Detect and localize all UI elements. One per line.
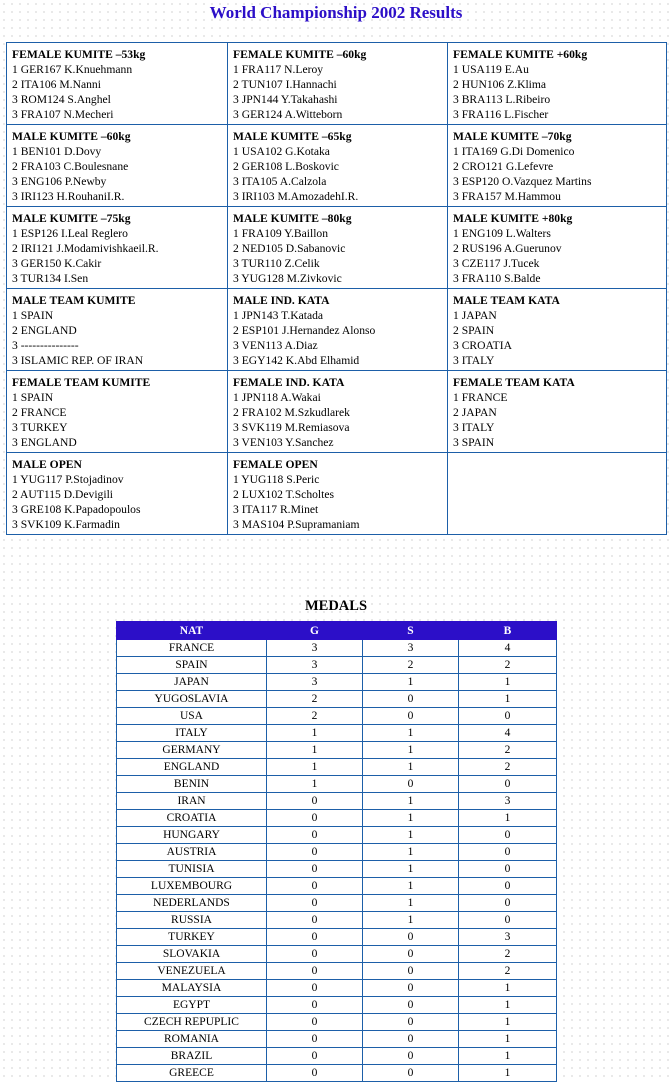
page-title: World Championship 2002 Results bbox=[209, 3, 463, 22]
gold-cell: 0 bbox=[267, 861, 363, 878]
placement-entry: 2 TUN107 I.Hannachi bbox=[233, 78, 337, 91]
placement-entry: 2 ESP101 J.Hernandez Alonso bbox=[233, 324, 376, 337]
category-title: FEMALE TEAM KATA bbox=[453, 376, 575, 389]
bronze-cell: 0 bbox=[459, 912, 557, 929]
silver-cell: 1 bbox=[363, 810, 459, 827]
nation-cell: RUSSIA bbox=[117, 912, 267, 929]
placement-entry: 3 ISLAMIC REP. OF IRAN bbox=[12, 354, 144, 367]
medals-header-row bbox=[117, 622, 557, 640]
placement-entry: 3 ENG106 P.Newby bbox=[12, 175, 107, 188]
nation-cell: ROMANIA bbox=[117, 1031, 267, 1048]
result-cell bbox=[448, 125, 667, 207]
placement-entry: 1 GER167 K.Knuehmann bbox=[12, 63, 133, 76]
category-title: FEMALE KUMITE –53kg bbox=[12, 48, 146, 61]
gold-cell: 0 bbox=[267, 827, 363, 844]
placement-entry: 1 FRANCE bbox=[453, 391, 508, 404]
gold-cell: 0 bbox=[267, 980, 363, 997]
placement-entry: 3 FRA116 L.Fischer bbox=[453, 108, 549, 121]
result-cell bbox=[7, 289, 228, 371]
placement-entry: 2 GER108 L.Boskovic bbox=[233, 160, 339, 173]
header-nat: NAT bbox=[117, 622, 267, 640]
placement-entry: 1 SPAIN bbox=[12, 309, 54, 322]
category-title: MALE IND. KATA bbox=[233, 294, 330, 307]
nation-cell: BRAZIL bbox=[117, 1048, 267, 1065]
placement-entry: 3 IRI123 H.RouhaniI.R. bbox=[12, 190, 125, 203]
placement-entry: 1 FRA117 N.Leroy bbox=[233, 63, 324, 76]
medal-row bbox=[117, 1031, 557, 1048]
gold-cell: 0 bbox=[267, 1014, 363, 1031]
gold-cell: 0 bbox=[267, 997, 363, 1014]
placement-entry: 2 RUS196 A.Guerunov bbox=[453, 242, 562, 255]
medal-row bbox=[117, 997, 557, 1014]
placement-entry: 1 JAPAN bbox=[453, 309, 497, 322]
category-title: MALE TEAM KUMITE bbox=[12, 294, 136, 307]
category-title: MALE OPEN bbox=[12, 458, 82, 471]
bronze-cell: 2 bbox=[459, 946, 557, 963]
medals-title: MEDALS bbox=[304, 598, 368, 614]
medal-row bbox=[117, 929, 557, 946]
category-title: MALE KUMITE –70kg bbox=[453, 130, 572, 143]
placement-entry: 1 JPN118 A.Wakai bbox=[233, 391, 321, 404]
placement-entry: 3 FRA110 S.Balde bbox=[453, 272, 541, 285]
gold-cell: 2 bbox=[267, 708, 363, 725]
gold-cell: 0 bbox=[267, 963, 363, 980]
medal-row bbox=[117, 980, 557, 997]
result-cell bbox=[7, 125, 228, 207]
silver-cell: 1 bbox=[363, 674, 459, 691]
placement-entry: 3 GRE108 K.Papadopoulos bbox=[12, 503, 141, 516]
nation-cell: JAPAN bbox=[117, 674, 267, 691]
placement-entry: 1 USA102 G.Kotaka bbox=[233, 145, 330, 158]
placement-entry: 3 ITA117 R.Minet bbox=[233, 503, 319, 516]
header-bronze: B bbox=[459, 622, 557, 640]
placement-entry: 3 BRA113 L.Ribeiro bbox=[453, 93, 551, 106]
results-row bbox=[7, 289, 667, 371]
nation-cell: SPAIN bbox=[117, 657, 267, 674]
gold-cell: 0 bbox=[267, 810, 363, 827]
placement-entry: 3 VEN103 Y.Sanchez bbox=[233, 436, 334, 449]
nation-cell: CROATIA bbox=[117, 810, 267, 827]
nation-cell: YUGOSLAVIA bbox=[117, 691, 267, 708]
bronze-cell: 1 bbox=[459, 691, 557, 708]
nation-cell: EGYPT bbox=[117, 997, 267, 1014]
nation-cell: TURKEY bbox=[117, 929, 267, 946]
medal-row bbox=[117, 708, 557, 725]
bronze-cell: 1 bbox=[459, 1031, 557, 1048]
header-silver: S bbox=[363, 622, 459, 640]
placement-entry: 1 FRA109 Y.Baillon bbox=[233, 227, 329, 240]
placement-entry: 3 ESP120 O.Vazquez Martins bbox=[453, 175, 592, 188]
gold-cell: 0 bbox=[267, 1048, 363, 1065]
nation-cell: VENEZUELA bbox=[117, 963, 267, 980]
result-cell bbox=[448, 289, 667, 371]
silver-cell: 1 bbox=[363, 759, 459, 776]
placement-entry: 1 YUG118 S.Peric bbox=[233, 473, 320, 486]
result-cell bbox=[228, 125, 448, 207]
bronze-cell: 0 bbox=[459, 861, 557, 878]
gold-cell: 0 bbox=[267, 895, 363, 912]
medal-row bbox=[117, 657, 557, 674]
placement-entry: 3 TURKEY bbox=[12, 421, 68, 434]
bronze-cell: 1 bbox=[459, 1048, 557, 1065]
placement-entry: 1 ITA169 G.Di Domenico bbox=[453, 145, 575, 158]
category-title: FEMALE IND. KATA bbox=[233, 376, 345, 389]
medal-row bbox=[117, 1065, 557, 1082]
result-cell bbox=[228, 289, 448, 371]
placement-entry: 3 MAS104 P.Supramaniam bbox=[233, 518, 360, 531]
placement-entry: 2 IRI121 J.Modamivishkaeil.R. bbox=[12, 242, 159, 255]
gold-cell: 0 bbox=[267, 929, 363, 946]
results-row bbox=[7, 125, 667, 207]
result-cell bbox=[228, 43, 448, 125]
silver-cell: 1 bbox=[363, 844, 459, 861]
placement-entry: 3 CZE117 J.Tucek bbox=[453, 257, 540, 270]
placement-entry: 3 --------------- bbox=[12, 339, 79, 352]
result-cell bbox=[448, 207, 667, 289]
silver-cell: 0 bbox=[363, 963, 459, 980]
bronze-cell: 0 bbox=[459, 708, 557, 725]
medal-row bbox=[117, 861, 557, 878]
silver-cell: 0 bbox=[363, 691, 459, 708]
medal-row bbox=[117, 827, 557, 844]
placement-entry: 2 CRO121 G.Lefevre bbox=[453, 160, 554, 173]
nation-cell: BENIN bbox=[117, 776, 267, 793]
placement-entry: 1 SPAIN bbox=[12, 391, 54, 404]
result-cell bbox=[448, 453, 667, 535]
gold-cell: 0 bbox=[267, 912, 363, 929]
medal-row bbox=[117, 844, 557, 861]
placement-entry: 3 JPN144 Y.Takahashi bbox=[233, 93, 338, 106]
placement-entry: 2 HUN106 Z.Klima bbox=[453, 78, 547, 91]
placement-entry: 2 JAPAN bbox=[453, 406, 497, 419]
placement-entry: 3 TUR110 Z.Celik bbox=[233, 257, 320, 270]
placement-entry: 1 BEN101 D.Dovy bbox=[12, 145, 102, 158]
placement-entry: 2 ENGLAND bbox=[12, 324, 77, 337]
silver-cell: 0 bbox=[363, 997, 459, 1014]
bronze-cell: 2 bbox=[459, 742, 557, 759]
nation-cell: LUXEMBOURG bbox=[117, 878, 267, 895]
silver-cell: 1 bbox=[363, 742, 459, 759]
placement-entry: 3 SPAIN bbox=[453, 436, 495, 449]
medal-row bbox=[117, 1014, 557, 1031]
placement-entry: 1 JPN143 T.Katada bbox=[233, 309, 324, 322]
results-row bbox=[7, 43, 667, 125]
placement-entry: 3 ENGLAND bbox=[12, 436, 77, 449]
bronze-cell: 0 bbox=[459, 878, 557, 895]
silver-cell: 1 bbox=[363, 793, 459, 810]
bronze-cell: 4 bbox=[459, 725, 557, 742]
silver-cell: 1 bbox=[363, 878, 459, 895]
silver-cell: 0 bbox=[363, 1014, 459, 1031]
bronze-cell: 1 bbox=[459, 674, 557, 691]
bronze-cell: 0 bbox=[459, 827, 557, 844]
nation-cell: MALAYSIA bbox=[117, 980, 267, 997]
nation-cell: HUNGARY bbox=[117, 827, 267, 844]
category-title: MALE KUMITE –75kg bbox=[12, 212, 131, 225]
result-cell bbox=[448, 43, 667, 125]
results-table bbox=[6, 42, 667, 535]
bronze-cell: 1 bbox=[459, 1065, 557, 1082]
silver-cell: 1 bbox=[363, 912, 459, 929]
result-cell bbox=[7, 453, 228, 535]
results-row bbox=[7, 207, 667, 289]
gold-cell: 2 bbox=[267, 691, 363, 708]
silver-cell: 0 bbox=[363, 776, 459, 793]
category-title: FEMALE OPEN bbox=[233, 458, 318, 471]
result-cell bbox=[7, 43, 228, 125]
bronze-cell: 2 bbox=[459, 657, 557, 674]
silver-cell: 0 bbox=[363, 1065, 459, 1082]
category-title: FEMALE TEAM KUMITE bbox=[12, 376, 151, 389]
bronze-cell: 3 bbox=[459, 793, 557, 810]
gold-cell: 0 bbox=[267, 844, 363, 861]
placement-entry: 3 SVK109 K.Farmadin bbox=[12, 518, 120, 531]
silver-cell: 0 bbox=[363, 708, 459, 725]
medal-row bbox=[117, 878, 557, 895]
medal-row bbox=[117, 810, 557, 827]
category-title: MALE KUMITE +80kg bbox=[453, 212, 573, 225]
medals-table bbox=[116, 621, 557, 1082]
nation-cell: ENGLAND bbox=[117, 759, 267, 776]
silver-cell: 1 bbox=[363, 861, 459, 878]
bronze-cell: 1 bbox=[459, 810, 557, 827]
placement-entry: 3 ITALY bbox=[453, 354, 495, 367]
header-gold: G bbox=[267, 622, 363, 640]
silver-cell: 2 bbox=[363, 657, 459, 674]
category-title: FEMALE KUMITE +60kg bbox=[453, 48, 588, 61]
silver-cell: 0 bbox=[363, 1048, 459, 1065]
gold-cell: 1 bbox=[267, 742, 363, 759]
placement-entry: 2 SPAIN bbox=[453, 324, 495, 337]
placement-entry: 3 FRA107 N.Mecheri bbox=[12, 108, 114, 121]
nation-cell: IRAN bbox=[117, 793, 267, 810]
medal-row bbox=[117, 793, 557, 810]
medal-row bbox=[117, 912, 557, 929]
silver-cell: 1 bbox=[363, 827, 459, 844]
placement-entry: 3 ITALY bbox=[453, 421, 495, 434]
category-title: MALE KUMITE –60kg bbox=[12, 130, 131, 143]
gold-cell: 0 bbox=[267, 1065, 363, 1082]
medal-row bbox=[117, 742, 557, 759]
nation-cell: ITALY bbox=[117, 725, 267, 742]
nation-cell: GERMANY bbox=[117, 742, 267, 759]
placement-entry: 2 FRA103 C.Boulesnane bbox=[12, 160, 129, 173]
bronze-cell: 1 bbox=[459, 980, 557, 997]
bronze-cell: 2 bbox=[459, 759, 557, 776]
placement-entry: 2 AUT115 D.Devigili bbox=[12, 488, 114, 501]
bronze-cell: 3 bbox=[459, 929, 557, 946]
gold-cell: 3 bbox=[267, 640, 363, 657]
nation-cell: NEDERLANDS bbox=[117, 895, 267, 912]
placement-entry: 2 ITA106 M.Nanni bbox=[12, 78, 101, 91]
nation-cell: CZECH REPUPLIC bbox=[117, 1014, 267, 1031]
result-cell bbox=[7, 371, 228, 453]
placement-entry: 3 EGY142 K.Abd Elhamid bbox=[233, 354, 360, 367]
silver-cell: 0 bbox=[363, 980, 459, 997]
medal-row bbox=[117, 1048, 557, 1065]
results-row bbox=[7, 453, 667, 535]
silver-cell: 0 bbox=[363, 1031, 459, 1048]
placement-entry: 1 USA119 E.Au bbox=[453, 63, 529, 76]
placement-entry: 3 FRA157 M.Hammou bbox=[453, 190, 561, 203]
medal-row bbox=[117, 963, 557, 980]
placement-entry: 3 TUR134 I.Sen bbox=[12, 272, 89, 285]
bronze-cell: 0 bbox=[459, 776, 557, 793]
medal-row bbox=[117, 725, 557, 742]
gold-cell: 0 bbox=[267, 878, 363, 895]
result-cell bbox=[7, 207, 228, 289]
placement-entry: 3 SVK119 M.Remiasova bbox=[233, 421, 350, 434]
placement-entry: 3 ROM124 S.Anghel bbox=[12, 93, 111, 106]
medal-row bbox=[117, 946, 557, 963]
placement-entry: 1 ESP126 I.Leal Reglero bbox=[12, 227, 128, 240]
bronze-cell: 0 bbox=[459, 844, 557, 861]
medal-row bbox=[117, 674, 557, 691]
placement-entry: 3 YUG128 M.Zivkovic bbox=[233, 272, 342, 285]
silver-cell: 0 bbox=[363, 929, 459, 946]
results-row bbox=[7, 371, 667, 453]
placement-entry: 3 ITA105 A.Calzola bbox=[233, 175, 327, 188]
gold-cell: 3 bbox=[267, 657, 363, 674]
gold-cell: 0 bbox=[267, 793, 363, 810]
category-title: MALE TEAM KATA bbox=[453, 294, 560, 307]
bronze-cell: 0 bbox=[459, 895, 557, 912]
medal-row bbox=[117, 895, 557, 912]
silver-cell: 1 bbox=[363, 895, 459, 912]
placement-entry: 1 ENG109 L.Walters bbox=[453, 227, 551, 240]
placement-entry: 2 FRA102 M.Szkudlarek bbox=[233, 406, 350, 419]
placement-entry: 2 FRANCE bbox=[12, 406, 67, 419]
result-cell bbox=[228, 371, 448, 453]
bronze-cell: 1 bbox=[459, 1014, 557, 1031]
nation-cell: TUNISIA bbox=[117, 861, 267, 878]
medal-row bbox=[117, 640, 557, 657]
placement-entry: 1 YUG117 P.Stojadinov bbox=[12, 473, 124, 486]
gold-cell: 1 bbox=[267, 776, 363, 793]
bronze-cell: 2 bbox=[459, 963, 557, 980]
silver-cell: 3 bbox=[363, 640, 459, 657]
result-cell bbox=[228, 453, 448, 535]
silver-cell: 0 bbox=[363, 946, 459, 963]
placement-entry: 3 GER150 K.Cakir bbox=[12, 257, 102, 270]
gold-cell: 1 bbox=[267, 759, 363, 776]
gold-cell: 3 bbox=[267, 674, 363, 691]
result-cell bbox=[448, 371, 667, 453]
gold-cell: 1 bbox=[267, 725, 363, 742]
gold-cell: 0 bbox=[267, 946, 363, 963]
placement-entry: 3 VEN113 A.Diaz bbox=[233, 339, 318, 352]
medal-row bbox=[117, 759, 557, 776]
placement-entry: 2 LUX102 T.Scholtes bbox=[233, 488, 335, 501]
placement-entry: 3 GER124 A.Witteborn bbox=[233, 108, 343, 121]
placement-entry: 2 NED105 D.Sabanovic bbox=[233, 242, 346, 255]
medal-row bbox=[117, 776, 557, 793]
nation-cell: USA bbox=[117, 708, 267, 725]
category-title: MALE KUMITE –80kg bbox=[233, 212, 352, 225]
nation-cell: FRANCE bbox=[117, 640, 267, 657]
gold-cell: 0 bbox=[267, 1031, 363, 1048]
bronze-cell: 1 bbox=[459, 997, 557, 1014]
category-title: MALE KUMITE –65kg bbox=[233, 130, 352, 143]
silver-cell: 1 bbox=[363, 725, 459, 742]
result-cell bbox=[228, 207, 448, 289]
medal-row bbox=[117, 691, 557, 708]
category-title: FEMALE KUMITE –60kg bbox=[233, 48, 367, 61]
placement-entry: 3 CROATIA bbox=[453, 339, 512, 352]
placement-entry: 3 IRI103 M.AmozadehI.R. bbox=[233, 190, 359, 203]
nation-cell: AUSTRIA bbox=[117, 844, 267, 861]
nation-cell: GREECE bbox=[117, 1065, 267, 1082]
nation-cell: SLOVAKIA bbox=[117, 946, 267, 963]
bronze-cell: 4 bbox=[459, 640, 557, 657]
